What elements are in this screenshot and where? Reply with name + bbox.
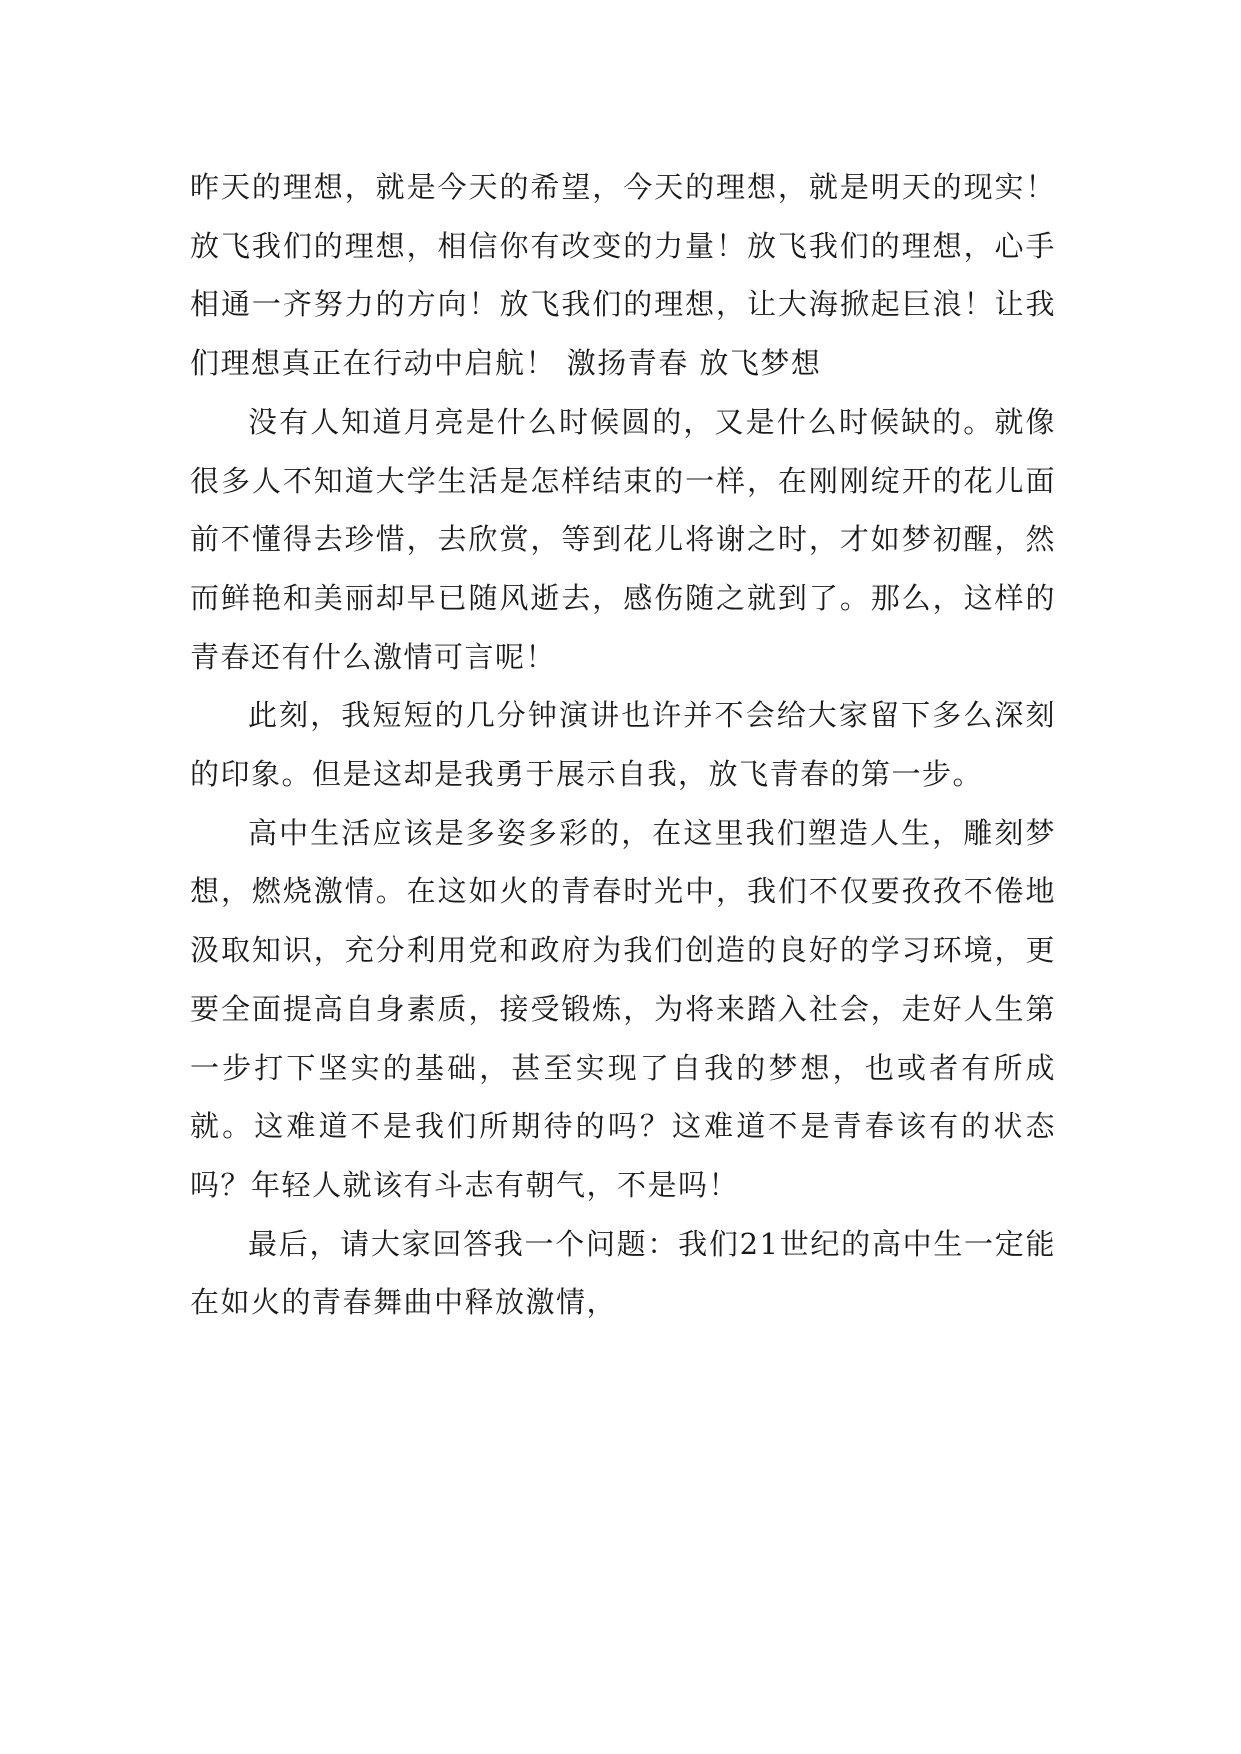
document-body bbox=[190, 158, 1056, 1332]
paragraph-1: 昨天的理想，就是今天的希望，今天的理想，就是明天的现实！放飞我们的理想，相信你有改变的力量！放飞我们的理想，心手相通一齐努力的方向！放飞我们的理想，让大海掀起巨浪！让我们理想真正在行动中启航！ 激扬青春 放飞梦想 bbox=[190, 170, 1056, 381]
paragraph-3: 此刻，我短短的几分钟演讲也许并不会给大家留下多么深刻的印象。但是这却是我勇于展示自我，放飞青春的第一步。 bbox=[190, 698, 1056, 792]
paragraph-2: 没有人知道月亮是什么时候圆的，又是什么时候缺的。就像很多人不知道大学生活是怎样结束的一样，在刚刚绽开的花儿面前不懂得去珍惜，去欣赏，等到花儿将谢之时，才如梦初醒，然而鲜艳和美丽却早已随风逝去，感伤随之就到了。那么，这样的青春还有什么激情可言呢！ bbox=[190, 404, 1056, 674]
paragraph-4: 高中生活应该是多姿多彩的，在这里我们塑造人生，雕刻梦想，燃烧激情。在这如火的青春时光中，我们不仅要孜孜不倦地汲取知识，充分利用党和政府为我们创造的良好的学习环境，更要全面提高自身素质，接受锻炼，为将来踏入社会，走好人生第一步打下坚实的基础，甚至实现了自我的梦想，也或者有所成就。这难道不是我们所期待的吗？这难道不是青春该有的状态吗？年轻人就该有斗志有朝气，不是吗！ bbox=[190, 815, 1056, 1202]
paragraph-5: 最后，请大家回答我一个问题：我们21世纪的高中生一定能在如火的青春舞曲中释放激情， bbox=[190, 1226, 1056, 1320]
